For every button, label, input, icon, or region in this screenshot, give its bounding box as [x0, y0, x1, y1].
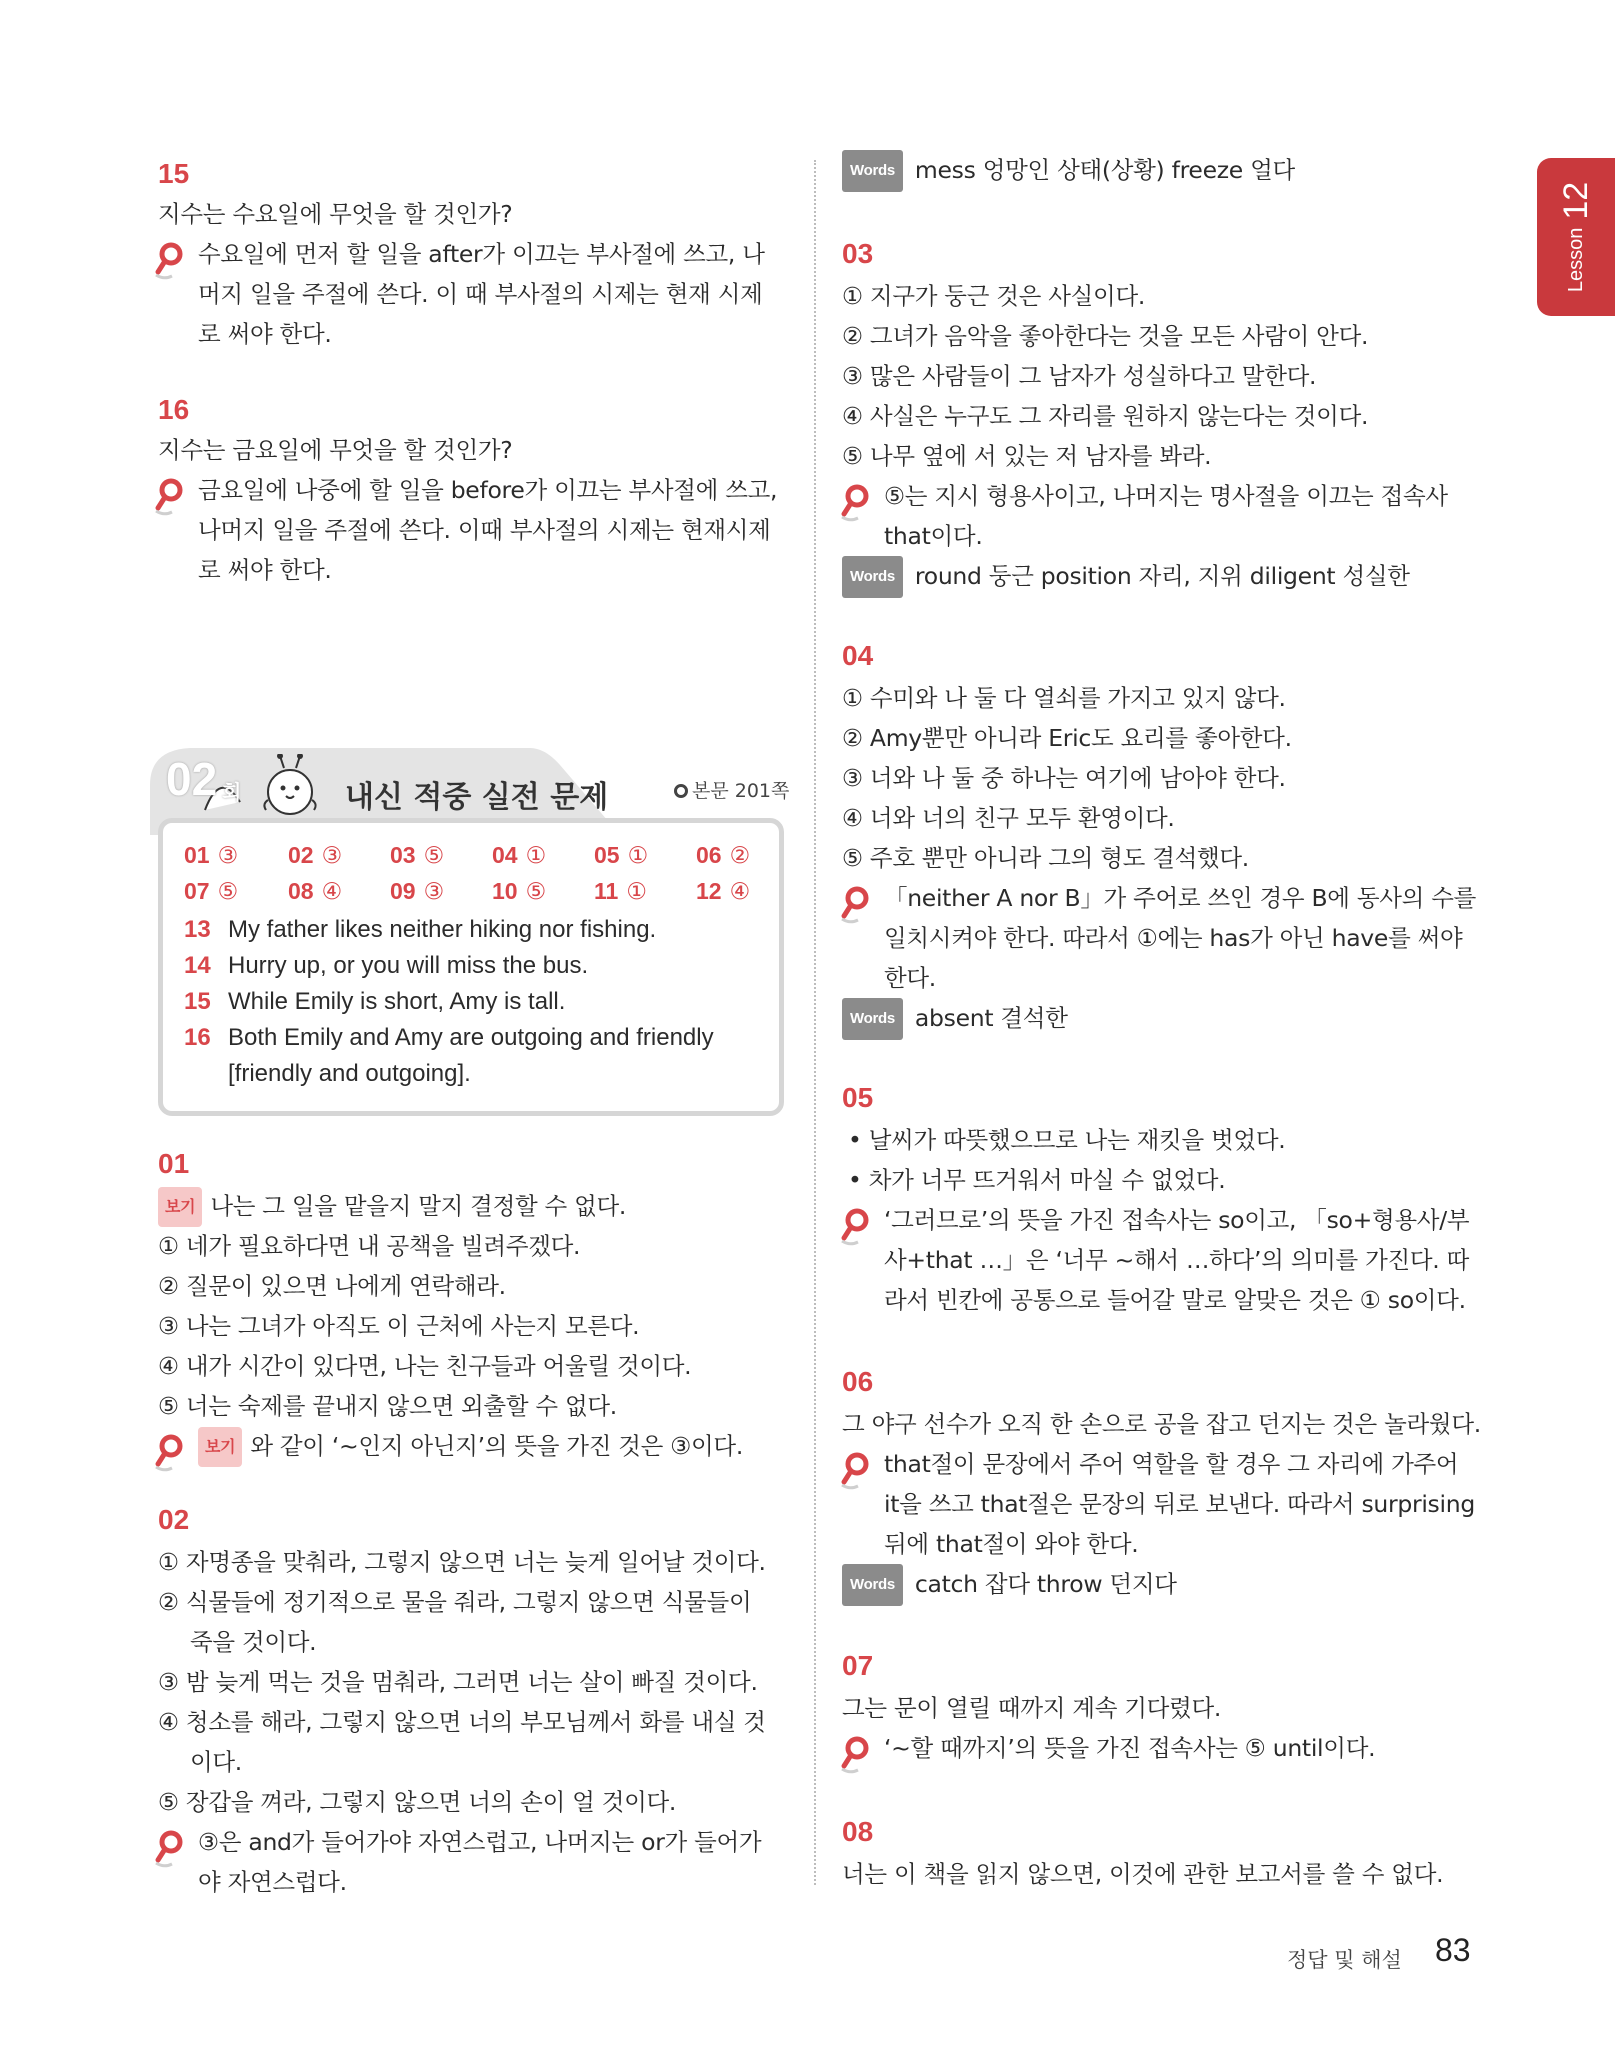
answer-number: 01 — [184, 842, 210, 868]
answer-choice: ③ — [217, 843, 239, 869]
hint-04-line-2: 일치시켜야 한다. 따라서 ①에는 has가 아닌 have를 써야 — [884, 924, 1463, 952]
hint-16-line-2: 나머지 일을 주절에 쓴다. 이때 부사절의 시제는 현재시제 — [198, 516, 771, 544]
answer-number: 06 — [696, 842, 722, 868]
answer-cell — [594, 842, 648, 869]
hint-05-line-1: ‘그러므로’의 뜻을 가진 접속사는 so이고, 「so+형용사/부 — [884, 1206, 1470, 1234]
q01-option-4: ④ 내가 시간이 있다면, 나는 친구들과 어울릴 것이다. — [158, 1352, 692, 1380]
reference-bullet-icon — [674, 784, 688, 798]
hint-02-line-2: 야 자연스럽다. — [198, 1868, 347, 1896]
hint-03-line-1: ⑤는 지시 형용사이고, 나머지는 명사절을 이끄는 접속사 — [884, 482, 1448, 510]
answer-choice: ⑤ — [423, 843, 445, 869]
words-04 — [842, 998, 1068, 1040]
question-number-01: 01 — [158, 1148, 190, 1179]
hint-15-line-2: 머지 일을 주절에 쓴다. 이 때 부사절의 시제는 현재 시제 — [198, 280, 763, 308]
hint-magnifier-icon — [154, 242, 184, 280]
hint-16-line-1: 금요일에 나중에 할 일을 before가 이끄는 부사절에 쓰고, — [198, 476, 778, 504]
hint-01 — [198, 1426, 743, 1467]
q03-option-4: ④ 사실은 누구도 그 자리를 원하지 않는다는 것이다. — [842, 402, 1369, 430]
answer-cell — [390, 842, 444, 869]
answer-line-14: 14 Hurry up, or you will miss the bus. — [184, 952, 589, 979]
q02-option-2: ② 식물들에 정기적으로 물을 줘라, 그렇지 않으면 식물들이 — [158, 1588, 752, 1616]
q04-option-4: ④ 너와 너의 친구 모두 환영이다. — [842, 804, 1175, 832]
answer-line-13: 13 My father likes neither hiking nor fishing. — [184, 916, 657, 943]
bogi-line — [158, 1186, 626, 1227]
answer-number: 08 — [288, 878, 314, 904]
column-divider — [814, 160, 816, 1885]
q02-option-4-cont: 이다. — [190, 1748, 242, 1776]
answer-choice: ① — [627, 843, 649, 869]
set-reference — [674, 776, 789, 803]
hint-06-line-2: it을 쓰고 that절은 문장의 뒤로 보낸다. 따라서 surprising — [884, 1490, 1475, 1518]
words-03 — [842, 556, 1410, 598]
answer-choice: ④ — [321, 879, 343, 905]
question-number-03: 03 — [842, 238, 874, 269]
answer-choice: ① — [626, 879, 647, 905]
words-badge: Words — [842, 556, 903, 598]
answer-number: 11 — [594, 878, 619, 904]
q02-option-4: ④ 청소를 해라, 그렇지 않으면 너의 부모님께서 화를 내실 것 — [158, 1708, 766, 1736]
q01-option-3: ③ 나는 그녀가 아직도 이 근처에 사는지 모른다. — [158, 1312, 640, 1340]
answer-number: 05 — [594, 842, 620, 868]
question-number-16: 16 — [158, 394, 190, 425]
q02-option-3: ③ 밤 늦게 먹는 것을 멈춰라, 그러면 너는 살이 빠질 것이다. — [158, 1668, 758, 1696]
q03-option-1: ① 지구가 둥근 것은 사실이다. — [842, 282, 1146, 310]
question-number-04: 04 — [842, 640, 874, 671]
answer-cell — [390, 878, 444, 905]
words-03-text: round 둥근 position 자리, 지위 diligent 성실한 — [914, 562, 1410, 590]
q04-option-5: ⑤ 주호 뿐만 아니라 그의 형도 결석했다. — [842, 844, 1249, 872]
answer-number: 09 — [390, 878, 416, 904]
words-top — [842, 150, 1295, 192]
answer-cell — [594, 878, 647, 905]
question-16-text: 지수는 금요일에 무엇을 할 것인가? — [158, 436, 513, 464]
answer-number: 10 — [492, 878, 518, 904]
hint-15-line-1: 수요일에 먼저 할 일을 after가 이끄는 부사절에 쓰고, 나 — [198, 240, 765, 268]
hint-magnifier-icon — [840, 1452, 870, 1490]
q02-option-5: ⑤ 장갑을 껴라, 그렇지 않으면 너의 손이 얼 것이다. — [158, 1788, 677, 1816]
hint-06-line-3: 뒤에 that절이 와야 한다. — [884, 1530, 1139, 1558]
q05-sentence-2: • 차가 너무 뜨거워서 마실 수 없었다. — [848, 1166, 1226, 1194]
bogi-badge-inline: 보기 — [198, 1427, 242, 1467]
words-06-text: catch 잡다 throw 던지다 — [914, 1570, 1177, 1598]
answer-number: 03 — [390, 842, 416, 868]
hint-magnifier-icon — [840, 484, 870, 522]
answer-line-15: 15 While Emily is short, Amy is tall. — [184, 988, 566, 1015]
answer-line-16: 16 Both Emily and Amy are outgoing and friendly — [184, 1024, 714, 1051]
answer-choice: ⑤ — [525, 879, 547, 905]
footer-label: 정답 및 해설 — [1287, 1948, 1402, 1972]
q04-option-1: ① 수미와 나 둘 다 열쇠를 가지고 있지 않다. — [842, 684, 1286, 712]
q01-option-1: ① 네가 필요하다면 내 공책을 빌려주겠다. — [158, 1232, 581, 1260]
mascot-icon — [262, 754, 322, 818]
question-number-07: 07 — [842, 1650, 874, 1681]
question-15-text: 지수는 수요일에 무엇을 할 것인가? — [158, 200, 513, 228]
question-number-15: 15 — [158, 158, 190, 189]
answer-choice: ③ — [321, 843, 343, 869]
answer-choice: ① — [525, 843, 547, 869]
hint-magnifier-icon — [840, 886, 870, 924]
answer-cell — [288, 842, 342, 869]
bogi-text: 나는 그 일을 맡을지 말지 결정할 수 없다. — [210, 1192, 627, 1220]
q01-option-2: ② 질문이 있으면 나에게 연락해라. — [158, 1272, 506, 1300]
words-04-text: absent 결석한 — [914, 1004, 1068, 1032]
hint-16-line-3: 로 써야 한다. — [198, 556, 332, 584]
q03-option-5: ⑤ 나무 옆에 서 있는 저 남자를 봐라. — [842, 442, 1212, 470]
page-number: 83 — [1435, 1932, 1471, 1968]
hint-magnifier-icon — [154, 1830, 184, 1868]
question-07-text: 그는 문이 열릴 때까지 계속 기다렸다. — [842, 1694, 1222, 1722]
question-number-06: 06 — [842, 1366, 874, 1397]
answer-number: 07 — [184, 878, 210, 904]
question-06-text: 그 야구 선수가 오직 한 손으로 공을 잡고 던지는 것은 놀라웠다. — [842, 1410, 1481, 1438]
hint-07-line-1: ‘~할 때까지’의 뜻을 가진 접속사는 ⑤ until이다. — [884, 1734, 1376, 1762]
q04-option-3: ③ 너와 나 둘 중 하나는 여기에 남아야 한다. — [842, 764, 1286, 792]
words-badge: Words — [842, 150, 903, 192]
answer-number: 02 — [288, 842, 314, 868]
lesson-tab-label: Lesson — [1564, 227, 1587, 293]
q02-option-2-cont: 죽을 것이다. — [190, 1628, 317, 1656]
hint-03-line-2: that이다. — [884, 522, 983, 550]
answer-line-16-cont: [friendly and outgoing]. — [228, 1060, 471, 1087]
q02-option-1: ① 자명종을 맞춰라, 그렇지 않으면 너는 늦게 일어날 것이다. — [158, 1548, 766, 1576]
answer-cell — [492, 878, 546, 905]
hint-04-line-3: 한다. — [884, 964, 936, 992]
hint-06-line-1: that절이 문장에서 주어 역할을 할 경우 그 자리에 가주어 — [884, 1450, 1459, 1478]
q01-option-5: ⑤ 너는 숙제를 끝내지 않으면 외출할 수 없다. — [158, 1392, 617, 1420]
words-badge: Words — [842, 998, 903, 1040]
words-top-text: mess 엉망인 상태(상황) freeze 얼다 — [914, 156, 1295, 184]
hint-05-line-3: 라서 빈칸에 공통으로 들어갈 말로 알맞은 것은 ① so이다. — [884, 1286, 1466, 1314]
q05-sentence-1: • 날씨가 따뜻했으므로 나는 재킷을 벗었다. — [848, 1126, 1286, 1154]
q03-option-2: ② 그녀가 음악을 좋아한다는 것을 모든 사람이 안다. — [842, 322, 1369, 350]
set-round-number: 02 — [166, 753, 218, 805]
answer-cell — [696, 878, 750, 905]
answer-cell — [492, 842, 546, 869]
answer-choice: ⑤ — [217, 879, 239, 905]
hint-magnifier-icon — [840, 1208, 870, 1246]
hint-01-text: 와 같이 ‘~인지 아닌지’의 뜻을 가진 것은 ③이다. — [250, 1432, 743, 1460]
answer-number: 04 — [492, 842, 518, 868]
hint-15-line-3: 로 써야 한다. — [198, 320, 332, 348]
question-number-05: 05 — [842, 1082, 874, 1113]
q04-option-2: ② Amy뿐만 아니라 Eric도 요리를 좋아한다. — [842, 724, 1292, 752]
answer-choice: ③ — [423, 879, 445, 905]
hint-05-line-2: 사+that …」은 ‘너무 ~해서 …하다’의 의미를 가진다. 따 — [884, 1246, 1470, 1274]
q03-option-3: ③ 많은 사람들이 그 남자가 성실하다고 말한다. — [842, 362, 1317, 390]
words-06 — [842, 1564, 1177, 1606]
question-number-02: 02 — [158, 1504, 190, 1535]
answer-cell — [696, 842, 750, 869]
answer-choice: ② — [729, 843, 751, 869]
answer-number: 12 — [696, 878, 722, 904]
answer-choice: ④ — [729, 879, 751, 905]
answer-cell — [184, 842, 238, 869]
lesson-tab — [1537, 158, 1615, 316]
hint-magnifier-icon — [840, 1736, 870, 1774]
set-reference-text: 본문 201쪽 — [692, 780, 790, 802]
hint-02-line-1: ③은 and가 들어가야 자연스럽고, 나머지는 or가 들어가 — [198, 1828, 762, 1856]
hint-magnifier-icon — [154, 1434, 184, 1472]
words-badge: Words — [842, 1564, 903, 1606]
set-round-suffix: 회 — [222, 780, 242, 804]
hint-04-line-1: 「neither A nor B」가 주어로 쓰인 경우 B에 동사의 수를 — [884, 884, 1477, 912]
lesson-tab-number: 12 — [1556, 181, 1595, 220]
bogi-badge: 보기 — [158, 1187, 202, 1227]
set-title: 내신 적중 실전 문제 — [345, 780, 609, 815]
answer-cell — [288, 878, 342, 905]
answer-cell — [184, 878, 238, 905]
question-number-08: 08 — [842, 1816, 874, 1847]
hint-magnifier-icon — [154, 478, 184, 516]
question-08-text: 너는 이 책을 읽지 않으면, 이것에 관한 보고서를 쓸 수 없다. — [842, 1860, 1444, 1888]
